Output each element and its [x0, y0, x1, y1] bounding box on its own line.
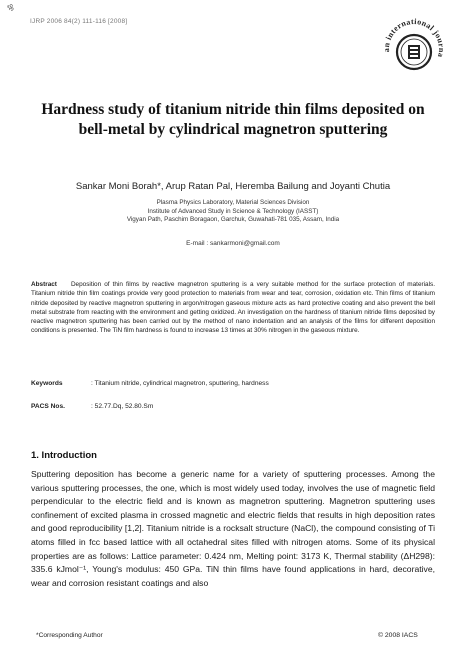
abstract — [31, 280, 435, 336]
affiliation — [20, 199, 446, 225]
section-heading: 1. Introduction — [31, 450, 97, 461]
corresponding-author-footnote: *Corresponding Author — [36, 632, 103, 639]
journal-seal-logo — [380, 16, 448, 84]
keywords — [31, 380, 269, 387]
title-line-2: bell-metal by cylindrical magnetron sputtering — [78, 121, 388, 138]
author-list: Sankar Moni Borah*, Arup Ratan Pal, Heremba Bailung and Joyanti Chutia — [75, 181, 391, 192]
author-email: E-mail : sankarmoni@gmail.com — [186, 240, 280, 247]
affiliation-line-2: Institute of Advanced Study in Science & Technology (IASST) — [147, 207, 319, 215]
pacs-numbers — [31, 403, 153, 410]
abstract-text: Deposition of thin films by reactive magnetron sputtering is a very suitable method for the surface protection of materials. Titanium nitride thin film coatings provide very good protection to materials from wear and tear, corrosion, oxidation etc. Thin films of titanium nitride deposited by reactive magnetron sputtering in argon/nitrogen gaseous mixture acts as hard protective coating and also prevent the bell metal substrate from reacting with the environment and getting oxidized. An investigation on the hardness of titanium nitride films deposited by reactive magnetron sputtering has been carried out by the method of nano indentation and an analysis of the films for different deposition conditions is presented. The TiN film hardness is found to increase 13 times at 30% nitrogen in the gaseous mixture. — [31, 281, 435, 335]
svg-text:an international journal: an international journa — [381, 16, 447, 59]
pacs-text: : 52.77.Dq, 52.80.Sm — [91, 403, 154, 410]
keywords-text: : Titanium nitride, cylindrical magnetron, sputtering, hardness — [91, 380, 269, 387]
introduction-body: Sputtering deposition has become a generic name for a variety of sputtering processes. Among the various sputtering processes, the one, which is most widely used today, involves the use of magnetic field perpendicular to the electric field and is known as magnetron sputtering. Magnetron sputtering uses confinement of excited plasma in crossed magnetic and electric fields that results in high deposition rates and good reproducibility [1,2]. Titanium nitride is a rocksalt structure (NaCl), the compound consisting of Ti atoms filled in fcc based lattice with all octahedral sites filled with nitrogen atoms. Some of its physical properties are as follows: Lattice parameter: 0.424 nm, Melting point: 3173 K, Thermal stability (ΔH298): 335.6 kJmol⁻¹, Young's modulus: 450 GPa. TiN thin films have found applications in hard, decorative, wear and corrosion resistant coatings and also — [31, 469, 435, 588]
journal-reference: IJRP 2006 84(2) 111-116 [2008] — [30, 18, 128, 25]
copyright-notice: © 2008 IACS — [378, 632, 418, 639]
title-line-1: Hardness study of titanium nitride thin films deposited on — [41, 101, 425, 118]
paper-title — [20, 100, 446, 140]
affiliation-line-1: Plasma Physics Laboratory, Material Sciences Division — [156, 199, 310, 206]
pacs-label: PACS Nos. — [31, 403, 65, 410]
abstract-label: Abstract — [31, 281, 57, 288]
side-mark: ॐ — [7, 4, 16, 12]
affiliation-line-3: Vigyan Path, Paschim Boragaon, Garchuk, Guwahati-781 035, Assam, India — [126, 216, 340, 223]
keywords-label: Keywords — [31, 380, 63, 387]
